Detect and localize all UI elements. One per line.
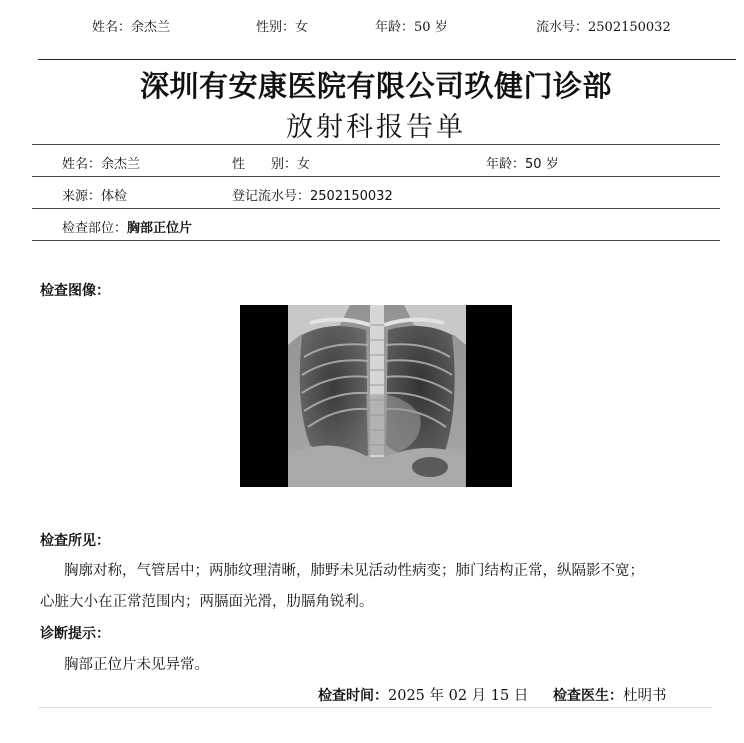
exam-time-value: 2025 年 02 月 15 日 [388, 688, 529, 704]
info-source-value: 体检 [101, 189, 128, 204]
header-age-value: 50 岁 [414, 20, 448, 35]
findings-label: 检查所见： [40, 533, 110, 549]
diagnosis-text: 胸部正位片未见异常。 [64, 657, 209, 673]
info-reg-value: 2502150032 [310, 189, 393, 204]
info-gender-value: 女 [297, 157, 311, 172]
info-age [486, 153, 559, 172]
info-name-value: 余杰兰 [101, 157, 141, 172]
info-source [62, 185, 127, 204]
header-gender [256, 16, 308, 35]
exam-doctor-value: 杜明书 [623, 688, 667, 704]
exam-doctor [553, 684, 667, 705]
info-reg-label: 登记流水号： [232, 189, 311, 204]
header-age-label: 年龄： [375, 20, 415, 35]
info-part [62, 217, 192, 236]
info-line-1 [32, 144, 720, 145]
info-reg [232, 185, 393, 204]
header-gender-value: 女 [295, 20, 309, 35]
header-name-label: 姓名： [92, 20, 132, 35]
header-divider [38, 59, 736, 60]
info-line-3 [32, 208, 720, 209]
info-gender-label: 性 别： [232, 157, 298, 172]
header-gender-label: 性别： [256, 20, 296, 35]
header-name [92, 16, 170, 35]
info-part-value: 胸部正位片 [127, 221, 193, 236]
header-name-value: 余杰兰 [131, 20, 171, 35]
info-gender [232, 153, 310, 172]
info-age-label: 年龄： [486, 157, 526, 172]
header-serial-label: 流水号： [536, 20, 589, 35]
info-line-4 [32, 240, 720, 241]
chest-xray-image [240, 305, 512, 487]
footer-divider [38, 707, 712, 708]
findings-line-1: 胸廓对称，气管居中；两肺纹理清晰，肺野未见活动性病变；肺门结构正常，纵隔影不宽； [64, 563, 644, 579]
findings-line-2: 心脏大小在正常范围内；两膈面光滑，肋膈角锐利。 [40, 594, 374, 610]
image-section-label: 检查图像： [40, 283, 110, 299]
info-line-2 [32, 176, 720, 177]
page-subtitle: 放射科报告单 [286, 112, 466, 143]
info-part-label: 检查部位： [62, 221, 128, 236]
exam-doctor-label: 检查医生： [553, 688, 623, 704]
info-name-label: 姓名： [62, 157, 102, 172]
chest-xray-drawing [240, 305, 512, 487]
header-serial [536, 16, 671, 35]
page-title: 深圳有安康医院有限公司玖健门诊部 [139, 69, 612, 103]
info-age-value: 50 岁 [525, 157, 559, 172]
info-name [62, 153, 140, 172]
header-serial-value: 2502150032 [588, 20, 671, 35]
exam-time-label: 检查时间： [318, 688, 388, 704]
exam-time [318, 684, 528, 705]
header-age [375, 16, 448, 35]
diagnosis-label: 诊断提示： [40, 626, 110, 642]
info-source-label: 来源： [62, 189, 102, 204]
